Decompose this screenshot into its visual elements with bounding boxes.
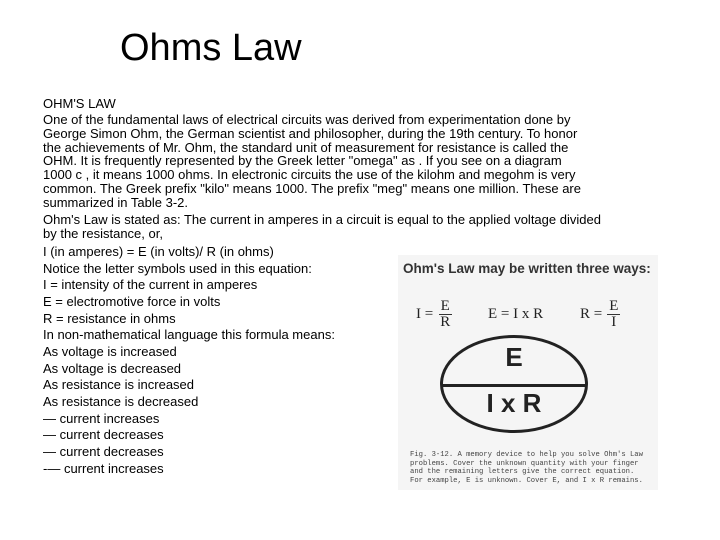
text-line: E = electromotive force in volts [43, 293, 221, 309]
text-line: I = intensity of the current in amperes [43, 277, 258, 293]
circle-bottom-label: I x R [486, 388, 542, 418]
text-line: OHM. It is frequently represented by the Greek letter "omega" as . If you see on a diagram [43, 153, 562, 169]
fraction-denominator: I [611, 314, 617, 330]
text-line: George Simon Ohm, the German scientist and philosopher, during the 19th century. To honor [43, 125, 578, 141]
text-line: One of the fundamental laws of electrical circuits was derived from experimentation done by [43, 111, 571, 127]
text-line: As voltage is increased [43, 343, 177, 359]
paragraph-law-statement [43, 213, 653, 241]
formula-voltage: E = I x R [488, 306, 544, 322]
text-line: — current decreases [43, 444, 164, 460]
text-line: common. The Greek prefix "kilo" means 1000. The prefix "meg" means one million. These are [43, 181, 581, 197]
text-line: Notice the letter symbols used in this equation: [43, 260, 312, 276]
page-title: Ohms Law [120, 27, 302, 69]
formula-lhs: I = [416, 306, 434, 322]
fraction-denominator: R [440, 314, 451, 330]
figure-heading: Ohm's Law may be written three ways: [403, 261, 651, 276]
paragraph-ohm-history [43, 113, 653, 210]
fraction [607, 299, 620, 330]
text-line: I (in amperes) = E (in volts)/ R (in ohms) [43, 243, 274, 259]
circle-top-label: E [505, 342, 523, 372]
formula-resistance [580, 299, 620, 330]
ohms-law-figure [398, 255, 658, 490]
fraction-numerator: E [609, 298, 619, 314]
fraction-numerator: E [440, 298, 450, 314]
text-line: summarized in Table 3-2. [43, 195, 188, 211]
text-line: — current increases [43, 410, 160, 426]
text-line: As resistance is increased [43, 377, 195, 393]
text-line: 1000 c , it means 1000 ohms. In electronic circuits the use of the kilohm and megohm is very [43, 167, 576, 183]
text-line: -— current increases [43, 460, 164, 476]
circle-divider [443, 384, 585, 387]
text-line: — current decreases [43, 427, 164, 443]
memory-circle [440, 335, 588, 433]
formula-current [416, 299, 452, 330]
text-line: by the resistance, or, [43, 225, 163, 241]
text-line: Ohm's Law is stated as: The current in amperes in a circuit is equal to the applied voltage divided [43, 212, 601, 228]
formula-lhs: R = [580, 306, 603, 322]
text-line: the achievements of Mr. Ohm, the standard unit of measurement for resistance is called the [43, 139, 569, 155]
text-line: As resistance is decreased [43, 394, 199, 410]
fraction [438, 299, 452, 330]
section-heading: OHM'S LAW [43, 96, 116, 111]
text-line: In non-mathematical language this formula means: [43, 327, 335, 343]
text-line: R = resistance in ohms [43, 310, 176, 326]
figure-caption: Fig. 3-12. A memory device to help you solve Ohm's Law problems. Cover the unknown quantity with your finger and the remaining letters give the correct equation. For example, E is unknown. Cover E, and I x R remains. [410, 451, 643, 485]
text-line: As voltage is decreased [43, 360, 182, 376]
